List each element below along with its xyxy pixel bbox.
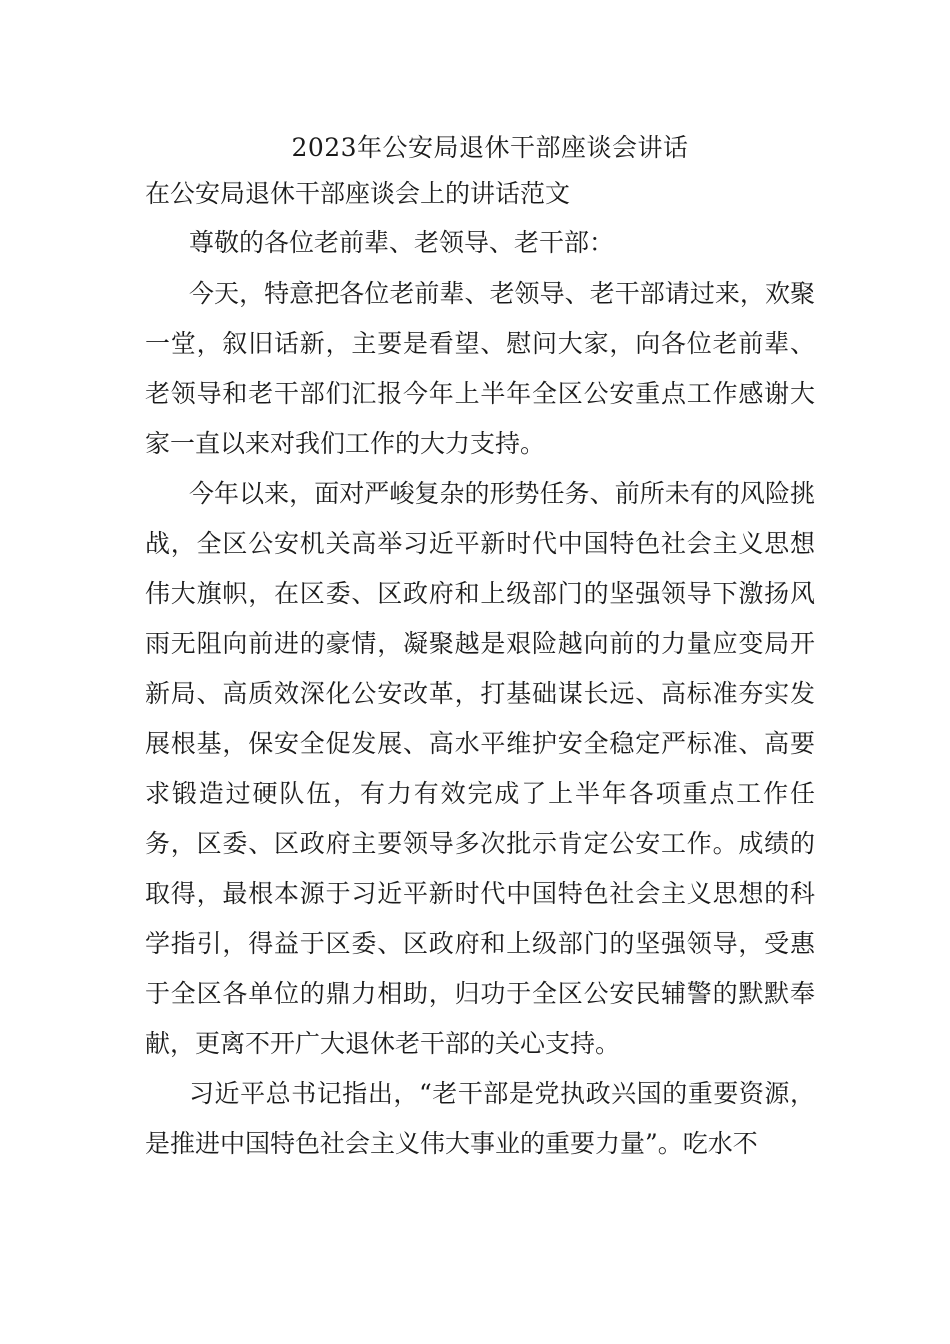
document-title: 2023年公安局退休干部座谈会讲话 xyxy=(291,133,689,162)
body-paragraph: 今年以来，面对严峻复杂的形势任务、前所未有的风险挑战，全区公安机关高举习近平新时代中国特色社会主义思想伟大旗帜，在区委、区政府和上级部门的坚强领导下激扬风雨无阻向前进的豪情，凝聚越是艰险越向前的力量应变局开新局、高质效深化公安改革，打基础谋长远、高标准夯实发展根基，保安全促发展、高水平维护安全稳定严标准、高要求锻造过硬队伍，有力有效完成了上半年各项重点工作任务，区委、区政府主要领导多次批示肯定公安工作。成绩的取得，最根本源于习近平新时代中国特色社会主义思想的科学指引，得益于区委、区政府和上级部门的坚强领导，受惠于全区各单位的鼎力相助，归功于全区公安民辅警的默默奉献，更离不开广大退休老干部的关心支持。 xyxy=(145,479,815,1058)
salutation-paragraph: 尊敬的各位老前辈、老领导、老干部： xyxy=(189,228,615,257)
body-paragraph: 今天，特意把各位老前辈、老领导、老干部请过来，欢聚一堂，叙旧话新，主要是看望、慰问大家，向各位老前辈、老领导和老干部们汇报今年上半年全区公安重点工作感谢大家一直以来对我们工作的大力支持。 xyxy=(145,279,815,458)
document-subtitle: 在公安局退休干部座谈会上的讲话范文 xyxy=(145,179,571,208)
body-paragraph: 习近平总书记指出，“老干部是党执政兴国的重要资源，是推进中国特色社会主义伟大事业的重要力量”。吃水不 xyxy=(145,1079,815,1158)
document-page xyxy=(145,128,815,1169)
